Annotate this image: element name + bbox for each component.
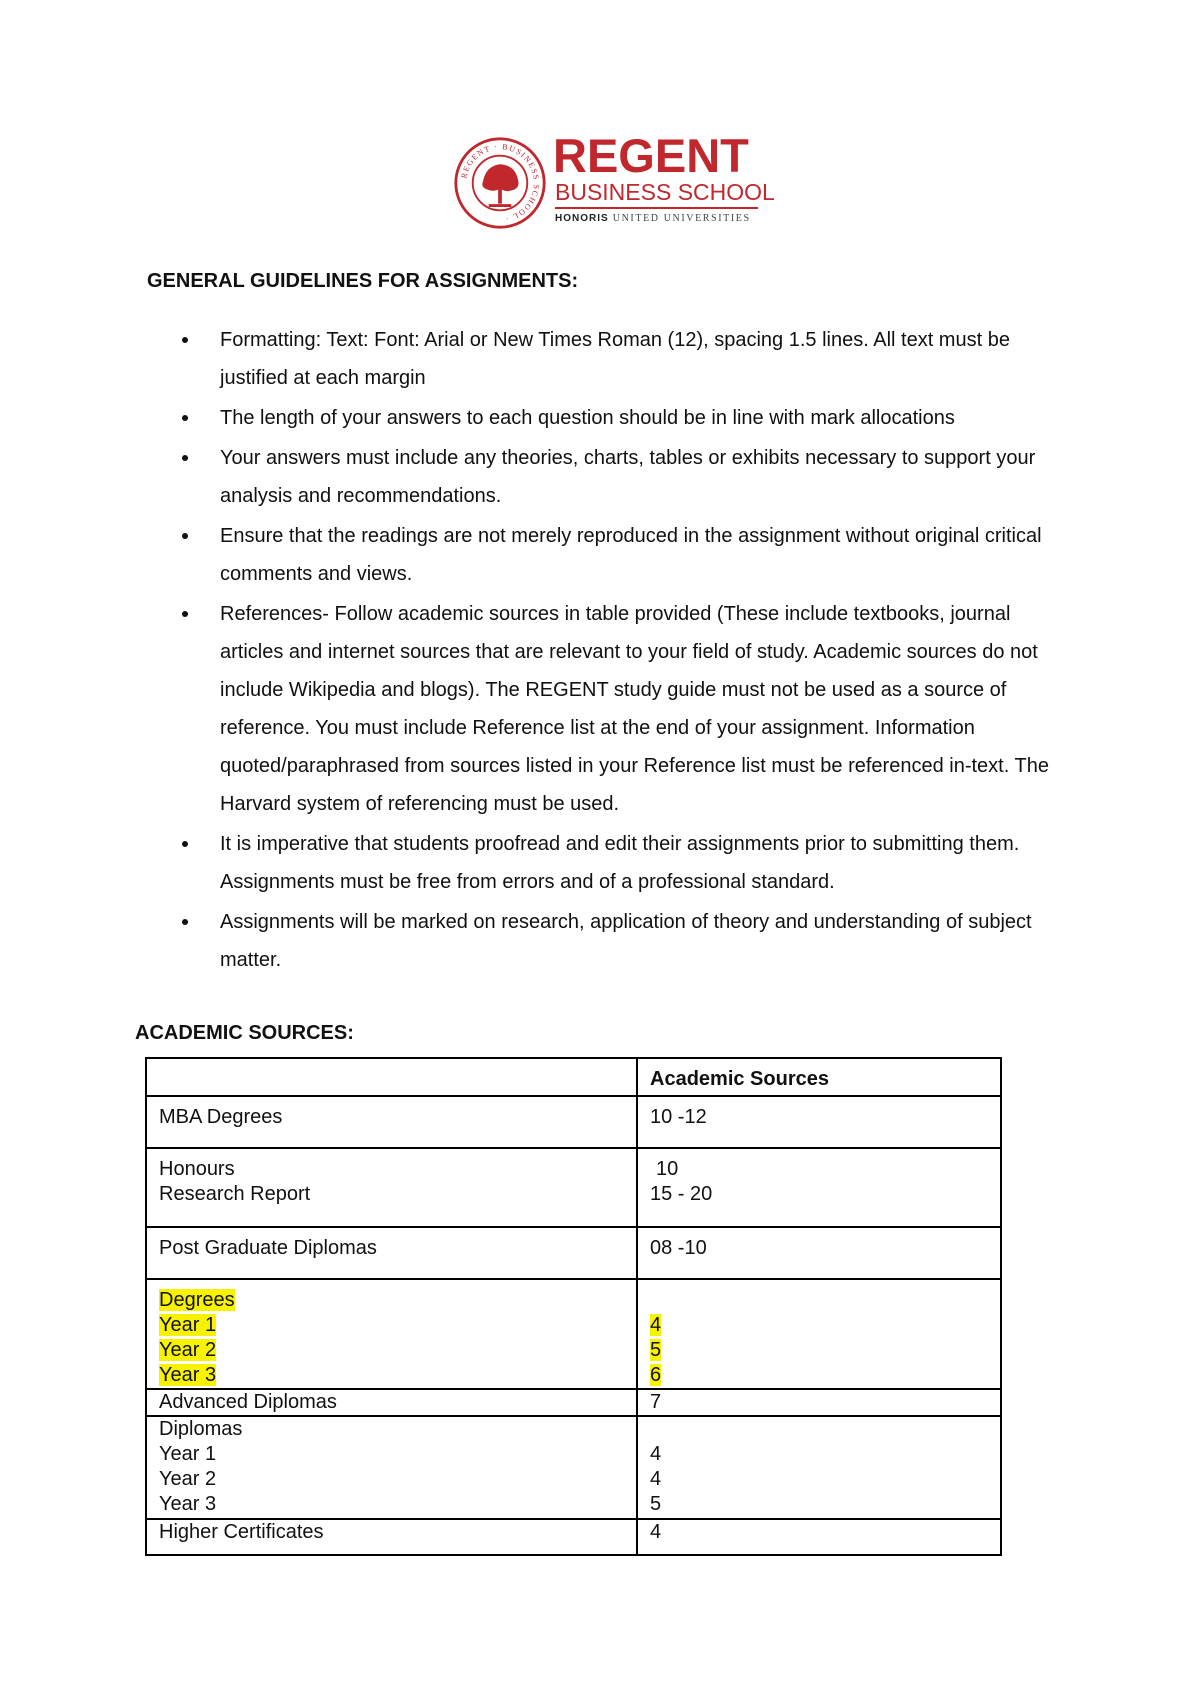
list-item: It is imperative that students proofread and edit their assignments prior to submitting them. Assignments must be free from errors and of a professional standard. <box>172 825 1052 901</box>
academic-sources-table <box>145 1057 1002 1556</box>
regent-seal-icon <box>453 136 547 230</box>
row-label: Degrees Year 1 Year 2 Year 3 <box>146 1279 637 1389</box>
regent-logo <box>453 129 775 234</box>
table-row <box>146 1279 1001 1389</box>
row-label: MBA Degrees <box>146 1096 637 1148</box>
guidelines-heading: GENERAL GUIDELINES FOR ASSIGNMENTS: <box>147 270 579 292</box>
row-value: 4 5 6 <box>637 1279 1001 1389</box>
table-row <box>146 1096 1001 1148</box>
list-item: Formatting: Text: Font: Arial or New Times Roman (12), spacing 1.5 lines. All text must be justified at each margin <box>172 321 1052 397</box>
row-value: 10 15 - 20 <box>637 1148 1001 1227</box>
table-row <box>146 1227 1001 1279</box>
row-value: 10 -12 <box>637 1096 1001 1148</box>
table-row <box>146 1416 1001 1519</box>
table-header-row <box>146 1058 1001 1096</box>
logo-tagline <box>555 213 751 224</box>
list-item: Assignments will be marked on research, application of theory and understanding of subject matter. <box>172 903 1052 979</box>
bullet-icon <box>182 841 188 847</box>
row-label: Post Graduate Diplomas <box>146 1227 637 1279</box>
bullet-icon <box>182 415 188 421</box>
logo-tagline-bold: HONORIS <box>555 213 609 224</box>
row-value: 4 <box>637 1519 1001 1555</box>
sources-heading: ACADEMIC SOURCES: <box>135 1022 354 1044</box>
logo-tagline-rest: UNITED UNIVERSITIES <box>612 213 751 224</box>
row-label: Advanced Diplomas <box>146 1389 637 1416</box>
bullet-icon <box>182 919 188 925</box>
guidelines-list <box>172 321 1052 981</box>
row-value: 08 -10 <box>637 1227 1001 1279</box>
row-label: Diplomas Year 1 Year 2 Year 3 <box>146 1416 637 1519</box>
table-row <box>146 1148 1001 1227</box>
list-item: References- Follow academic sources in table provided (These include textbooks, journal articles and internet sources that are relevant to your field of study. Academic sources do not include Wikipedia and blogs). The REGENT study guide must not be used as a source of reference. You must include Reference list at the end of your assignment. Information quoted/paraphrased from sources listed in your Reference list must be referenced in-text. The Harvard system of referencing must be used. <box>172 595 1052 823</box>
header-cell-empty <box>146 1058 637 1096</box>
logo-divider <box>555 207 758 209</box>
row-label: Higher Certificates <box>146 1519 637 1555</box>
table-row <box>146 1519 1001 1555</box>
table-row <box>146 1389 1001 1416</box>
bullet-icon <box>182 611 188 617</box>
list-item: The length of your answers to each question should be in line with mark allocations <box>172 399 1052 437</box>
logo-wordmark: REGENT <box>553 129 749 182</box>
header-cell-academic-sources: Academic Sources <box>637 1058 1001 1096</box>
bullet-icon <box>182 533 188 539</box>
list-item: Your answers must include any theories, charts, tables or exhibits necessary to support your analysis and recommendations. <box>172 439 1052 515</box>
svg-text:REGENT · BUSINESS SCHOOL ·: REGENT · BUSINESS SCHOOL · <box>459 142 541 224</box>
bullet-icon <box>182 337 188 343</box>
logo-subtitle: BUSINESS SCHOOL <box>555 179 775 205</box>
list-item: Ensure that the readings are not merely reproduced in the assignment without original critical comments and views. <box>172 517 1052 593</box>
row-value: 4 4 5 <box>637 1416 1001 1519</box>
bullet-icon <box>182 455 188 461</box>
row-label: Honours Research Report <box>146 1148 637 1227</box>
row-value: 7 <box>637 1389 1001 1416</box>
